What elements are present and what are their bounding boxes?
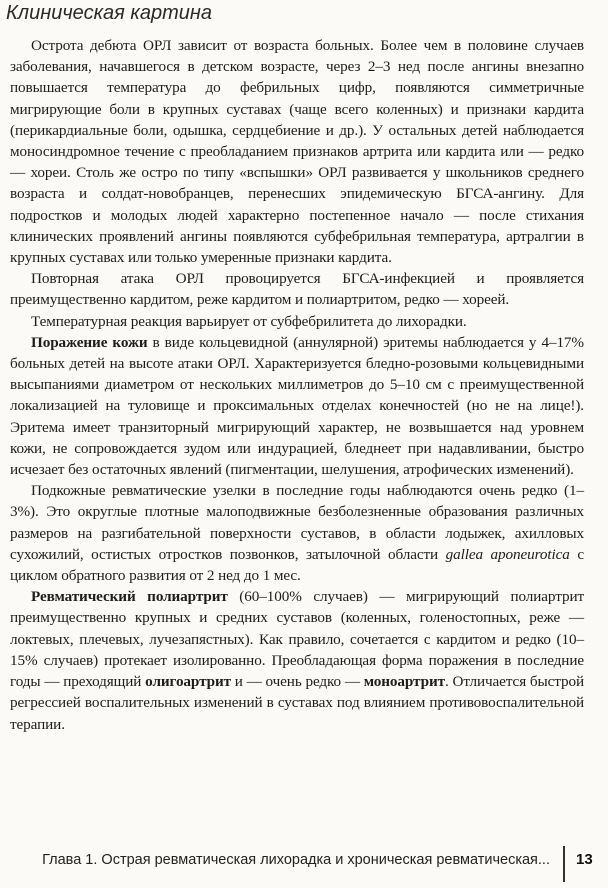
polyarthritis-text-2: и — очень редко —: [230, 673, 364, 691]
paragraph-skin-lesion: [10, 332, 584, 480]
body-text: [10, 35, 584, 735]
nodules-text-2: с циклом обратного развития от 2 нед до 1 мес.: [10, 545, 584, 585]
term-skin-lesion: Поражение кожи: [31, 333, 148, 351]
polyarthritis-text-1: (60–100% случаев) — мигрирующий полиартрит преимущественно крупных и средних суставов (коленных, голеностопных, реже — локтевых, плечевых, лучезапястных). Как правило, сочетается с кардитом и редко (10–15% случаев) протекает изолированно. Преобладающая форма поражения в последние годы — преходящий: [10, 588, 585, 691]
page-footer: [0, 846, 608, 882]
term-monoarthritis: моноартрит: [363, 673, 445, 691]
section-heading: Клиническая картина: [6, 2, 212, 24]
paragraph-repeat-attack: Повторная атака ОРЛ провоцируется БГСА-инфекцией и проявляется преимущественно кардитом, реже кардитом и полиартритом, редко — хореей.: [10, 270, 584, 309]
skin-lesion-text: в виде кольцевидной (аннулярной) эритемы наблюдается у 4–17% больных детей на высоте атаки ОРЛ. Характеризуется бледно-розовыми кольцевидными высыпаниями диаметром от нескольких миллиметров до 5–10 см с преимущественной локализацией на туловище и проксимальных отделах конечностей (но не на лице!). Эритема имеет транзиторный мигрирующий характер, не возвышается над уровнем кожи, не сопровождается зудом или индурацией, бледнеет при надавливании, быстро исчезает без остаточных явлений (пигментации, шелушения, атрофических изменений).: [10, 333, 584, 479]
polyarthritis-text-3: . Отличается быстрой регрессией воспалительных изменений в суставах под влиянием противовоспалительной терапии.: [10, 673, 584, 733]
footer-divider: [563, 846, 565, 882]
paragraph-onset: Острота дебюта ОРЛ зависит от возраста больных. Более чем в половине случаев заболевания, начавшегося в детском возрасте, через 2–3 нед после ангины внезапно повышается температура до фебрильных цифр, появляются симметричные мигрирующие боли в крупных суставах (чаще всего коленных) и признаки кардита (перикардиальные боли, одышка, сердцебиение и др.). У остальных детей наблюдается моносиндромное течение с преобладанием признаков артрита или кардита или — редко — хореи. Столь же остро по типу «вспышки» ОРЛ развивается у школьников среднего возраста и солдат-новобранцев, перенесших эпидемическую БГСА-ангину. Для подростков и молодых людей характерно постепенное начало — после стихания клинических проявлений ангины появляются субфебрильная температура, артралгии в крупных суставах или только умеренные признаки кардита.: [10, 37, 584, 267]
nodules-text-1: Подкожные ревматические узелки в последние годы наблюдаются очень редко (1–3%). Это округлые плотные малоподвижные безболезненные образования различных размеров на разгибательной поверхности суставов, в области лодыжек, ахилловых сухожилий, остистых отростков позвонков, затылочной области: [10, 482, 584, 563]
running-title: Глава 1. Острая ревматическая лихорадка и хроническая ревматическая...: [42, 852, 550, 868]
paragraph-polyarthritis: [10, 586, 584, 734]
latin-term: gallea aponeurotica: [445, 545, 570, 563]
term-polyarthritis: Ревматический полиартрит: [31, 588, 228, 606]
paragraph-temperature: Температурная реакция варьирует от субфебрилитета до лихорадки.: [31, 312, 467, 330]
page-number: 13: [576, 851, 593, 868]
term-oligoarthritis: олигоартрит: [145, 673, 231, 691]
paragraph-nodules: [10, 480, 584, 586]
